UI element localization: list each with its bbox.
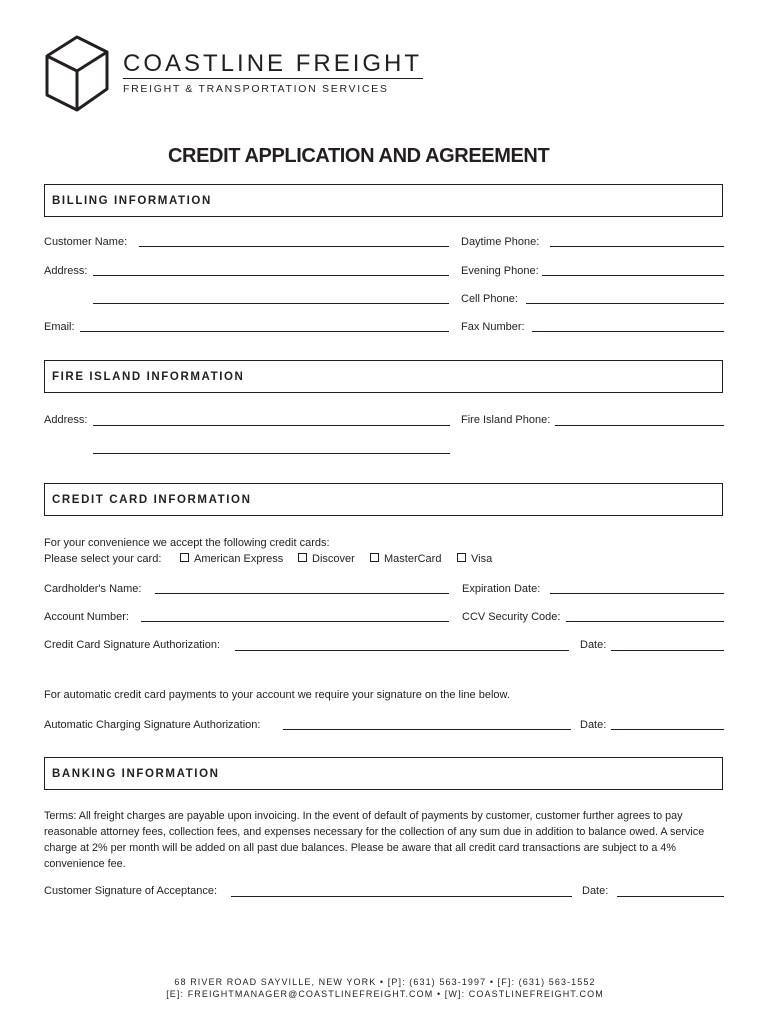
ccv-code-field[interactable] [566, 621, 724, 622]
fire-island-address-field-line1[interactable] [93, 425, 450, 426]
signature-authorization-label: Credit Card Signature Authorization: [44, 639, 221, 651]
address-field-line2[interactable] [93, 303, 449, 304]
signature-date-label: Date: [580, 639, 607, 651]
expiration-date-label: Expiration Date: [462, 583, 541, 595]
fire-island-address-label: Address: [44, 414, 88, 426]
fire-island-heading: FIRE ISLAND INFORMATION [52, 371, 245, 383]
company-logo [44, 34, 110, 114]
credit-card-intro: For your convenience we accept the following credit cards: [44, 537, 330, 549]
fire-island-address-field-line2[interactable] [93, 453, 450, 454]
evening-phone-label: Evening Phone: [461, 265, 539, 277]
automatic-date-label: Date: [580, 719, 607, 731]
customer-signature-label: Customer Signature of Acceptance: [44, 885, 218, 897]
account-number-label: Account Number: [44, 611, 129, 623]
card-option-label: Visa [471, 553, 493, 565]
checkbox-icon[interactable] [457, 553, 466, 562]
fax-number-field[interactable] [532, 331, 724, 332]
customer-name-field[interactable] [139, 246, 449, 247]
customer-name-label: Customer Name: [44, 236, 128, 248]
credit-card-heading: CREDIT CARD INFORMATION [52, 494, 252, 506]
address-field-line1[interactable] [93, 275, 449, 276]
card-option-visa[interactable] [457, 553, 492, 565]
fire-island-section-header [44, 360, 723, 393]
ccv-code-label: CCV Security Code: [462, 611, 561, 623]
cell-phone-label: Cell Phone: [461, 293, 518, 305]
card-option-label: Discover [312, 553, 355, 565]
cell-phone-field[interactable] [526, 303, 724, 304]
company-name: COASTLINE FREIGHT [123, 50, 423, 77]
card-option-discover[interactable] [298, 553, 355, 565]
card-option-mastercard[interactable] [370, 553, 441, 565]
fire-island-phone-field[interactable] [555, 425, 724, 426]
billing-section-header [44, 184, 723, 217]
address-label: Address: [44, 265, 88, 277]
footer-address: 68 RIVER ROAD SAYVILLE, NEW YORK • [P]: (631) 563-1997 • [F]: (631) 563-1552 [174, 977, 596, 987]
automatic-date-field[interactable] [611, 729, 724, 730]
select-card-label: Please select your card: [44, 553, 162, 565]
fire-island-phone-label: Fire Island Phone: [461, 414, 551, 426]
checkbox-icon[interactable] [298, 553, 307, 562]
company-tagline: FREIGHT & TRANSPORTATION SERVICES [123, 83, 389, 95]
banking-terms: Terms: All freight charges are payable upon invoicing. In the event of default of payments by customer, customer further agrees to pay reasonable attorney fees, collection fees, and expenses necessary for the collection of any sum due in addition to balance owed. A service charge at 2% per month will be added on all past due balances. Please be aware that all credit card transactions are subject to a 4% convenience fee. [44, 810, 705, 870]
customer-signature-field[interactable] [231, 896, 572, 897]
logo-rule [123, 78, 423, 79]
evening-phone-field[interactable] [542, 275, 724, 276]
signature-date-field[interactable] [611, 650, 724, 651]
customer-date-label: Date: [582, 885, 609, 897]
automatic-signature-label: Automatic Charging Signature Authorization: [44, 719, 261, 731]
banking-heading: BANKING INFORMATION [52, 768, 220, 780]
expiration-date-field[interactable] [550, 593, 724, 594]
customer-date-field[interactable] [617, 896, 724, 897]
page-title: CREDIT APPLICATION AND AGREEMENT [168, 145, 550, 167]
footer-contact: [E]: FREIGHTMANAGER@COASTLINEFREIGHT.COM • [W]: COASTLINEFREIGHT.COM [166, 989, 604, 999]
daytime-phone-label: Daytime Phone: [461, 236, 540, 248]
fax-number-label: Fax Number: [461, 321, 525, 333]
automatic-payment-note: For automatic credit card payments to your account we require your signature on the line below. [44, 689, 510, 701]
cardholder-name-label: Cardholder's Name: [44, 583, 142, 595]
credit-card-section-header [44, 483, 723, 516]
cube-icon [44, 34, 110, 114]
card-option-label: MasterCard [384, 553, 442, 565]
automatic-signature-field[interactable] [283, 729, 571, 730]
daytime-phone-field[interactable] [550, 246, 724, 247]
account-number-field[interactable] [141, 621, 449, 622]
billing-heading: BILLING INFORMATION [52, 195, 212, 207]
checkbox-icon[interactable] [180, 553, 189, 562]
signature-authorization-field[interactable] [235, 650, 569, 651]
card-option-american-express[interactable] [180, 553, 283, 565]
checkbox-icon[interactable] [370, 553, 379, 562]
cardholder-name-field[interactable] [155, 593, 449, 594]
card-option-label: American Express [194, 553, 284, 565]
banking-section-header [44, 757, 723, 790]
email-field[interactable] [80, 331, 449, 332]
email-label: Email: [44, 321, 75, 333]
